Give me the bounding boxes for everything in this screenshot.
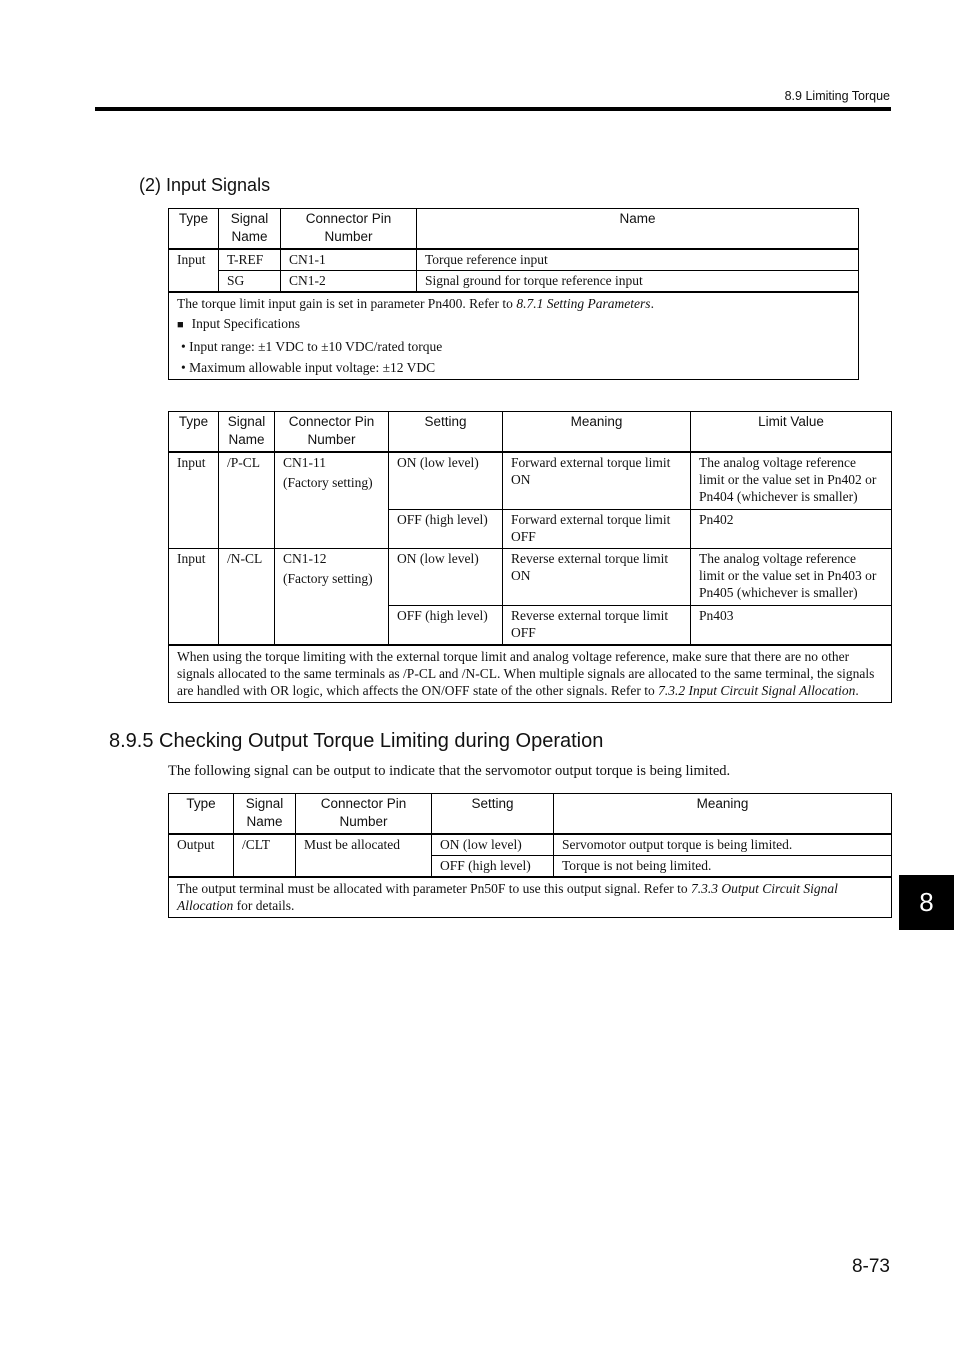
- cell-pin: [275, 549, 389, 646]
- table-note-row: [169, 877, 892, 918]
- col-header-meaning: Meaning: [554, 794, 892, 835]
- note-text-end: for details.: [233, 898, 295, 913]
- cell-setting: OFF (high level): [389, 510, 503, 549]
- section-intro: The following signal can be output to indicate that the servomotor output torque is being limited.: [168, 763, 731, 779]
- cell-signal: /P-CL: [219, 452, 275, 549]
- cell-meaning: Servomotor output torque is being limited.: [554, 834, 892, 856]
- table-row: [169, 834, 892, 856]
- cell-setting: OFF (high level): [389, 606, 503, 646]
- table-row: [169, 271, 859, 293]
- cell-meaning: Forward external torque limit ON: [503, 452, 691, 510]
- col-header-name: Name: [417, 209, 859, 250]
- cell-signal: SG: [219, 271, 281, 293]
- section-title-8-9-5: 8.9.5 Checking Output Torque Limiting during Operation: [109, 730, 604, 752]
- cell-signal: /N-CL: [219, 549, 275, 646]
- pin-number: CN1-11: [283, 455, 326, 470]
- table-note: [169, 292, 859, 380]
- cell-type: Input: [169, 249, 219, 292]
- table-note-row: [169, 292, 859, 380]
- table-note-row: [169, 645, 892, 703]
- col-header-setting: Setting: [432, 794, 554, 835]
- page-number: 8-73: [851, 1256, 890, 1277]
- table-header-row: [169, 794, 892, 835]
- table-note: [169, 645, 892, 703]
- cell-meaning: Forward external torque limit OFF: [503, 510, 691, 549]
- col-header-signal-name: Signal Name: [234, 794, 296, 835]
- cell-limit: Pn403: [691, 606, 892, 646]
- cell-name: Torque reference input: [417, 249, 859, 271]
- col-header-connector-pin: Connector Pin Number: [275, 412, 389, 453]
- table-note: [169, 877, 892, 918]
- note-text: When using the torque limiting with the external torque limit and analog voltage reference, make sure that there are no other signals allocated to the same terminals as /P-CL and /N-CL. When multiple signals are allocated to the same terminal, the signals are handled with OR logic, which affects the ON/OFF state of the other signals. Refer to: [177, 649, 875, 698]
- cell-meaning: Torque is not being limited.: [554, 856, 892, 878]
- cell-pin: [275, 452, 389, 549]
- input-spec-heading: ■ Input Specifications: [177, 315, 850, 334]
- table-row: [169, 452, 892, 510]
- col-header-type: Type: [169, 794, 234, 835]
- note-text: The torque limit input gain is set in parameter Pn400. Refer to: [177, 296, 517, 311]
- table-row: [169, 249, 859, 271]
- col-header-type: Type: [169, 209, 219, 250]
- cell-pin: Must be allocated: [296, 834, 432, 877]
- col-header-type: Type: [169, 412, 219, 453]
- header-rule: [95, 107, 891, 111]
- col-header-limit-value: Limit Value: [691, 412, 892, 453]
- running-head: 8.9 Limiting Torque: [784, 89, 890, 103]
- pin-factory-setting: (Factory setting): [283, 571, 373, 586]
- col-header-signal-name: Signal Name: [219, 209, 281, 250]
- cell-limit: The analog voltage reference limit or the value set in Pn402 or Pn404 (whichever is smaller): [691, 452, 892, 510]
- cell-signal: T-REF: [219, 249, 281, 271]
- col-header-connector-pin: Connector Pin Number: [281, 209, 417, 250]
- cell-pin: CN1-1: [281, 249, 417, 271]
- cell-setting: ON (low level): [389, 452, 503, 510]
- note-gain-line: [177, 295, 850, 312]
- col-header-connector-pin: Connector Pin Number: [296, 794, 432, 835]
- max-voltage-bullet: • Maximum allowable input voltage: ±12 VDC: [181, 360, 436, 375]
- cell-signal: /CLT: [234, 834, 296, 877]
- table-header-row: [169, 209, 859, 250]
- input-signals-table: [168, 208, 859, 380]
- table-header-row: [169, 412, 892, 453]
- note-cross-reference: 8.7.1 Setting Parameters: [516, 296, 651, 311]
- note-text-end: .: [855, 683, 859, 698]
- cell-pin: CN1-2: [281, 271, 417, 293]
- cell-meaning: Reverse external torque limit ON: [503, 549, 691, 606]
- table-row: [169, 549, 892, 606]
- col-header-meaning: Meaning: [503, 412, 691, 453]
- note-cross-reference: 7.3.3 Output Circuit Signal Allocation: [177, 881, 838, 913]
- pin-factory-setting: (Factory setting): [283, 475, 373, 490]
- note-text: The output terminal must be allocated with parameter Pn50F to use this output signal. Refer to: [177, 881, 692, 896]
- cell-setting: OFF (high level): [432, 856, 554, 878]
- col-header-signal-name: Signal Name: [219, 412, 275, 453]
- cell-type: Input: [169, 452, 219, 549]
- pin-number: CN1-12: [283, 551, 327, 566]
- cell-type: Output: [169, 834, 234, 877]
- output-signal-table: [168, 793, 892, 918]
- chapter-tab: 8: [899, 875, 954, 930]
- input-range-bullet: • Input range: ±1 VDC to ±10 VDC/rated torque: [181, 339, 443, 354]
- cell-setting: ON (low level): [389, 549, 503, 606]
- cell-limit: The analog voltage reference limit or the value set in Pn403 or Pn405 (whichever is smaller): [691, 549, 892, 606]
- cell-name: Signal ground for torque reference input: [417, 271, 859, 293]
- note-cross-reference: 7.3.2 Input Circuit Signal Allocation: [658, 683, 856, 698]
- cell-limit: Pn402: [691, 510, 892, 549]
- note-text-end: .: [650, 296, 654, 311]
- cell-meaning: Reverse external torque limit OFF: [503, 606, 691, 646]
- external-torque-limit-table: [168, 411, 892, 703]
- col-header-setting: Setting: [389, 412, 503, 453]
- section-title-input-signals: (2) Input Signals: [139, 175, 271, 195]
- cell-type: Input: [169, 549, 219, 646]
- cell-setting: ON (low level): [432, 834, 554, 856]
